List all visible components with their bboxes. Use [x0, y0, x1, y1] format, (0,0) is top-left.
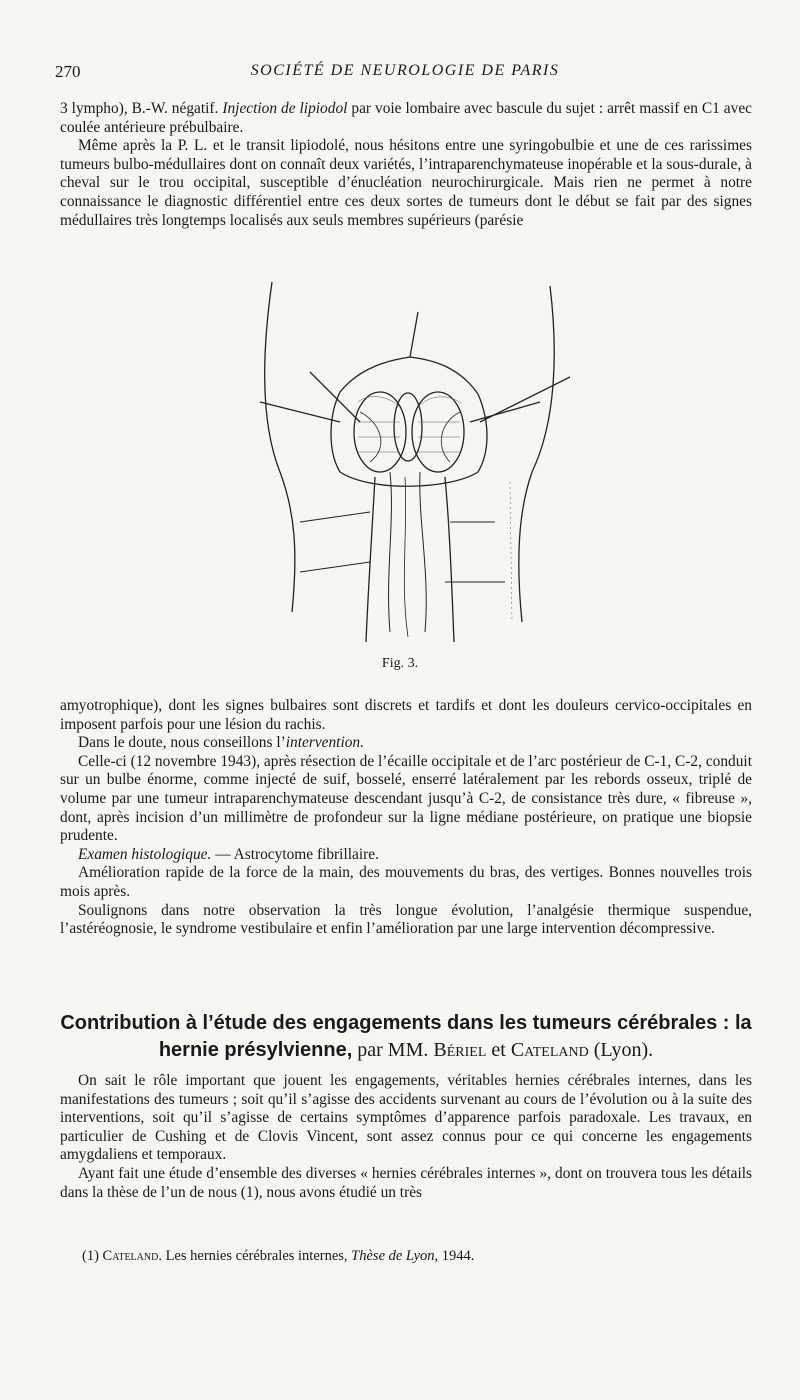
paragraph: Amélioration rapide de la force de la main, des mouvements du bras, des vertiges. Bonnes nouvelles trois mois après.: [60, 864, 752, 900]
footnote: (1) Cateland. Les hernies cérébrales internes, Thèse de Lyon, 1944.: [82, 1248, 475, 1264]
paragraph: Celle-ci (12 novembre 1943), après résection de l’écaille occipitale et de l’arc postérieur de C-1, C-2, conduit sur un bulbe énorme, comme injecté de suif, bosselé, enserré latéralement par les rebords osseux, triplé de volume par une tumeur intraparenchymateuse descendant jusqu’à C-2, de consistance très dure, « fibreuse », dont, après incision d’un millimètre de profondeur sur la ligne médiane postérieure, on pratique une biopsie prudente.: [60, 752, 752, 845]
page-header: [55, 62, 755, 84]
paragraph: amyotrophique), dont les signes bulbaires sont discrets et tardifs et dont les douleurs cervico-occipitales en imposent parfois pour une lésion du rachis.: [60, 697, 752, 733]
article-title: Contribution à l’étude des engagements dans les tumeurs cérébrales : la hernie présylvienne, par MM. Bériel et Cateland (Lyon).: [60, 1012, 752, 1061]
paragraph: Soulignons dans notre observation la très longue évolution, l’analgésie thermique suspendue, l’astéréognosie, le syndrome vestibulaire et enfin l’amélioration par une large intervention décompressive.: [60, 901, 752, 938]
paragraph: Dans le doute, nous conseillons l’intervention.: [78, 734, 364, 752]
page-number: 270: [55, 62, 81, 81]
paragraph: On sait le rôle important que jouent les engagements, véritables hernies cérébrales internes, dans les manifestations des tumeurs ; soit qu’il s’agisse des accidents survenant au cours de l’évolution ou à la suite des interventions, soit qu’il s’agisse de certains symptômes d’apparence parfois paradoxale. Les travaux, en particulier de Cushing et de Clovis Vincent, sont assez connus pour ce qui concerne les engagements amygdaliens et temporaux.: [60, 1072, 752, 1164]
text-block-top: [60, 100, 752, 230]
paragraph: 3 lympho), B.-W. négatif. Injection de lipiodol par voie lombaire avec bascule du sujet : arrêt massif en C1 avec coulée antérieure prébulbaire.: [60, 100, 752, 136]
paragraph: Ayant fait une étude d’ensemble des diverses « hernies cérébrales internes », dont on trouvera tous les détails dans la thèse de l’un de nous (1), nous avons étudié un très: [60, 1164, 752, 1201]
paragraph: Examen histologique. — Astrocytome fibrillaire.: [78, 845, 379, 863]
running-title: SOCIÉTÉ DE NEUROLOGIE DE PARIS: [250, 62, 560, 79]
text-block-bottom: [60, 1072, 752, 1202]
text-block-middle: [60, 697, 752, 939]
anatomical-figure: [240, 272, 570, 652]
surgical-illustration: [240, 272, 570, 652]
figure-caption: Fig. 3.: [381, 656, 419, 671]
paragraph: Même après la P. L. et le transit lipiodolé, nous hésitons entre une syringobulbie et une de ces rarissimes tumeurs bulbo-médullaires dont on connaît deux variétés, l’intraparenchymateuse inopérable et la sous-durale, à cheval sur le trou occipital, susceptible d’énucléation neurochirurgicale. Mais rien ne permet à notre connaissance le diagnostic différentiel entre ces deux sortes de tumeurs dont le début se fait par des signes médullaires très longtemps localisés aux seuls membres supérieurs (parésie: [60, 137, 752, 229]
